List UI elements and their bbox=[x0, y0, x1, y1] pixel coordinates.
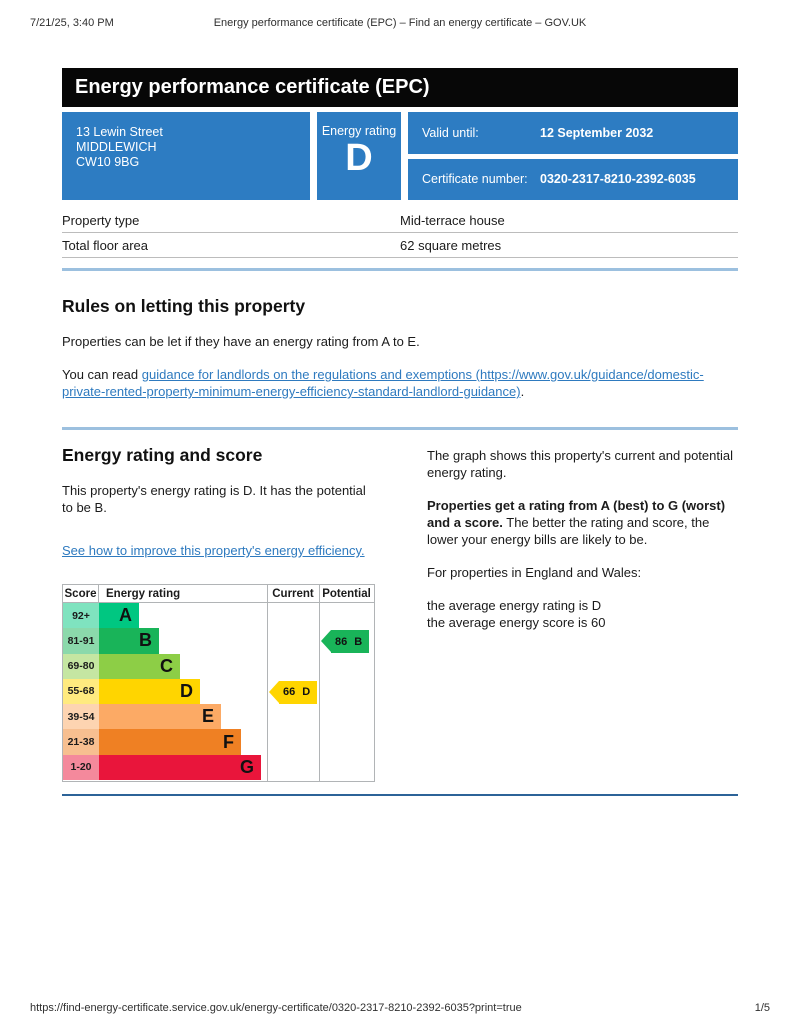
band-score-range: 69-80 bbox=[63, 654, 99, 679]
address-line-1: 13 Lewin Street bbox=[76, 125, 163, 139]
chart-col-potential: Potential bbox=[322, 587, 371, 600]
chart-divider bbox=[319, 585, 320, 781]
current-rating-arrow bbox=[269, 681, 317, 704]
band-bar-c: C bbox=[99, 654, 180, 679]
averages-paragraph bbox=[427, 597, 738, 631]
epc-band-row bbox=[63, 704, 374, 729]
band-score-range: 39-54 bbox=[63, 704, 99, 729]
property-address bbox=[62, 112, 310, 200]
band-bar-f: F bbox=[99, 729, 241, 754]
floor-area-value: 62 square metres bbox=[400, 237, 502, 253]
address-line-2: MIDDLEWICH bbox=[76, 140, 157, 154]
energy-rating-label: Energy rating bbox=[321, 124, 397, 138]
average-score-line: the average energy score is 60 bbox=[427, 615, 606, 630]
potential-rating-arrow-band: B bbox=[354, 635, 363, 648]
certificate-number-box bbox=[408, 159, 738, 201]
guidance-suffix: . bbox=[520, 384, 525, 399]
chart-col-score: Score bbox=[63, 585, 99, 602]
section-divider bbox=[62, 427, 738, 430]
arrow-left-tip bbox=[321, 630, 331, 652]
landlord-guidance-link[interactable]: guidance for landlords on the regulations and exemptions (https://www.gov.uk/guidance/domestic-private-rented-property-minimum-energy-efficiency-standard-landlord-guidance) bbox=[62, 367, 704, 399]
band-score-range: 21-38 bbox=[63, 729, 99, 754]
rating-explanation-rest: The better the rating and score, the lower your energy bills are likely to be. bbox=[427, 515, 710, 547]
certificate-number-value: 0320-2317-8210-2392-6035 bbox=[540, 172, 696, 187]
epc-chart-header bbox=[63, 585, 374, 603]
energy-rating-value: D bbox=[345, 137, 373, 179]
valid-until-label: Valid until: bbox=[422, 125, 479, 140]
potential-rating-arrow-score: 86 bbox=[335, 635, 348, 648]
chart-divider bbox=[267, 585, 268, 781]
band-bar-e: E bbox=[99, 704, 221, 729]
epc-band-row bbox=[63, 654, 374, 679]
guidance-prefix: You can read bbox=[62, 367, 142, 382]
potential-rating-arrow bbox=[321, 630, 369, 653]
epc-band-row bbox=[63, 679, 374, 704]
property-details-table bbox=[62, 208, 738, 258]
property-type-value: Mid-terrace house bbox=[400, 212, 505, 228]
band-bar-g: G bbox=[99, 755, 261, 780]
band-score-range: 1-20 bbox=[63, 755, 99, 780]
section-divider bbox=[62, 268, 738, 271]
letting-rules-heading: Rules on letting this property bbox=[62, 296, 306, 316]
bottom-divider bbox=[62, 794, 738, 796]
letting-rules-paragraph: Properties can be let if they have an energy rating from A to E. bbox=[62, 334, 420, 349]
table-row-floor-area bbox=[62, 233, 738, 258]
epc-band-row bbox=[63, 755, 374, 780]
band-bar-a: A bbox=[99, 603, 139, 628]
certificate-number-label: Certificate number: bbox=[422, 172, 528, 187]
current-rating-arrow-band: D bbox=[302, 686, 311, 699]
graph-intro-paragraph: The graph shows this property's current and potential energy rating. bbox=[427, 448, 733, 480]
rating-explanation-paragraph bbox=[427, 497, 738, 548]
valid-until-box bbox=[408, 112, 738, 154]
arrow-left-tip bbox=[269, 681, 279, 703]
print-datetime: 7/21/25, 3:40 PM bbox=[30, 17, 114, 29]
current-rating-arrow-score: 66 bbox=[283, 686, 296, 699]
property-type-label: Property type bbox=[62, 212, 140, 228]
landlord-guidance-paragraph bbox=[62, 366, 738, 400]
certificate-banner bbox=[62, 68, 738, 107]
band-score-range: 92+ bbox=[63, 603, 99, 628]
rating-intro-paragraph: This property's energy rating is D. It has the potential to be B. bbox=[62, 483, 366, 515]
rating-explanation-bold: Properties get a rating from A (best) to G (worst) and a score. bbox=[427, 498, 726, 530]
chart-col-rating: Energy rating bbox=[106, 587, 181, 600]
epc-chart bbox=[62, 584, 375, 782]
epc-band-row bbox=[63, 729, 374, 754]
band-bar-b: B bbox=[99, 628, 159, 653]
floor-area-label: Total floor area bbox=[62, 237, 148, 253]
epc-band-row bbox=[63, 603, 374, 628]
average-rating-line: the average energy rating is D bbox=[427, 598, 602, 613]
chart-col-current: Current bbox=[272, 587, 314, 600]
print-footer bbox=[30, 1002, 770, 1014]
certificate-summary bbox=[62, 112, 738, 200]
band-score-range: 81-91 bbox=[63, 628, 99, 653]
region-line: For properties in England and Wales: bbox=[427, 565, 642, 580]
band-bar-d: D bbox=[99, 679, 200, 704]
band-score-range: 55-68 bbox=[63, 679, 99, 704]
print-header bbox=[0, 17, 800, 31]
rating-score-heading: Energy rating and score bbox=[62, 445, 263, 465]
address-line-3: CW10 9BG bbox=[76, 155, 140, 169]
certificate-banner-title: Energy performance certificate (EPC) bbox=[75, 76, 430, 98]
improve-efficiency-link[interactable]: See how to improve this property's energy efficiency. bbox=[62, 543, 365, 558]
footer-page-number: 1/5 bbox=[754, 1002, 770, 1014]
footer-url: https://find-energy-certificate.service.gov.uk/energy-certificate/0320-2317-8210-2392-6035?print=true bbox=[30, 1002, 522, 1014]
energy-rating-box bbox=[317, 112, 401, 200]
print-page-title: Energy performance certificate (EPC) – Find an energy certificate – GOV.UK bbox=[213, 17, 587, 29]
table-row-property-type bbox=[62, 208, 738, 233]
valid-until-value: 12 September 2032 bbox=[540, 125, 654, 140]
